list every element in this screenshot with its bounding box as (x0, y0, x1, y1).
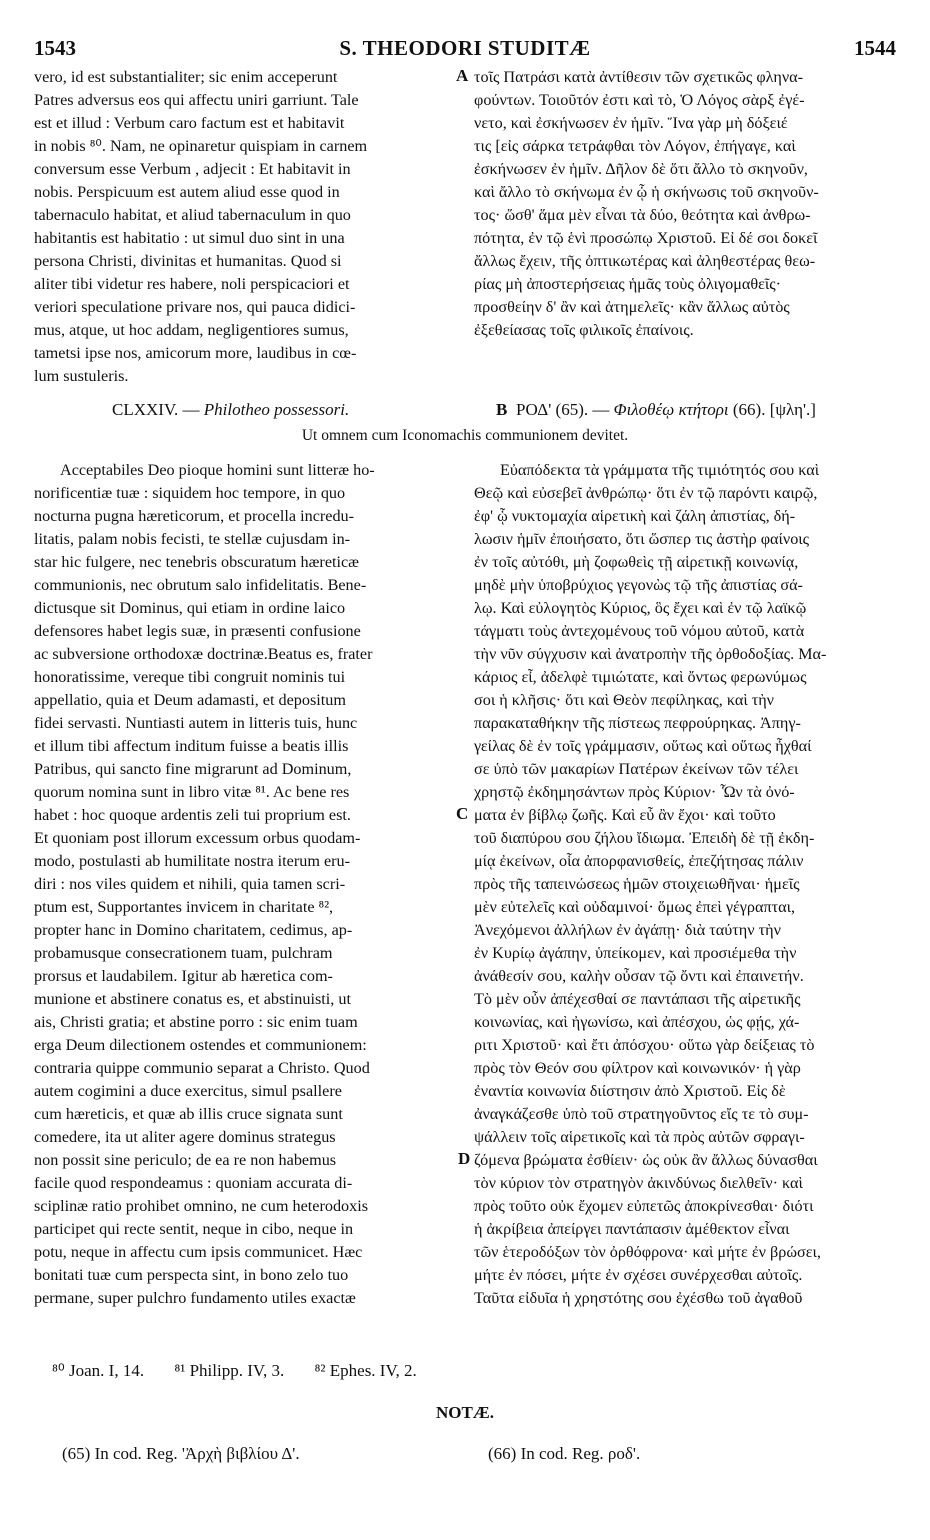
text-line: nocturna pugna hæreticorum, et procella incredu- (34, 507, 355, 525)
text-line: ac subversione orthodoxæ doctrinæ.Beatus es, frater (34, 645, 373, 663)
text-line: ἐξεθείασας τοῖς φιλικοῖς ἐπαίνοις. (474, 321, 694, 339)
text-line: ματα ἐν βίβλῳ ζωῆς. Καὶ εὖ ἂν ἔχοι· καὶ τοῦτο (474, 806, 776, 824)
text-line: fidei servasti. Nuntiasti autem in litteris tuis, hunc (34, 714, 358, 732)
text-line: cum hæreticis, et quæ ab illis cruce signata sunt (34, 1105, 343, 1123)
text-line: ἐν τοῖς αὐτόθι, μὴ ζοφωθεὶς τῇ αἱρετικῇ κοινωνίᾳ, (474, 553, 799, 571)
text-line: τάγματι τοὺς ἀντεχομένους τοῦ νόμου αὐτοῦ, κατὰ (474, 622, 805, 640)
margin-letter-c: C (456, 804, 469, 823)
text-line: Et quoniam post illorum excessum orbus quodam- (34, 829, 361, 847)
text-line: παρακαταθήκην τῆς πίστεως πεφρούρηκας. Ἀπηγ- (474, 714, 801, 732)
text-line: autem cogimini a duce exercitus, simul psallere (34, 1082, 342, 1100)
text-line: ἄλλως ἔχειν, τῆς ὀπτικωτέρας καὶ ἀληθεστέρας θεω- (474, 252, 816, 270)
text-line: probamusque consecrationem tuam, pulchram (34, 944, 333, 962)
editorial-note: (65) In cod. Reg. 'Ἀρχὴ βιβλίου Δ'. (62, 1444, 300, 1463)
footnote: ⁸² Ephes. IV, 2. (314, 1361, 417, 1380)
text-line: ἐναντία κοινωνία διίστησιν ἀπὸ Χριστοῦ. Εἰς δὲ (474, 1082, 786, 1100)
margin-letter-b: B (496, 400, 508, 419)
text-line: aliter tibi videtur res habere, noli perspicaciori et (34, 275, 350, 293)
margin-letter-a: A (456, 66, 469, 85)
text-line: ptum est, Supportantes invicem in charitate ⁸², (34, 898, 334, 916)
latin-column-top (34, 66, 452, 388)
text-line: contraria quippe communio separat a Christo. Quod (34, 1059, 370, 1077)
text-line: τοῦ διαπύρου σου ζήλου ἴδιωμα. Ἐπειδὴ δὲ τῇ ἐκδη- (474, 829, 815, 847)
text-line: appellatio, quia et Deum adamasti, et depositum (34, 691, 346, 709)
text-line: κοινωνίας, καὶ ἠγωνίσω, καὶ ἀπέσχου, ὡς φῄς, χά- (474, 1013, 800, 1031)
text-line: ἐφ' ᾧ νυκτομαχία αἱρετικὴ καὶ ζάλη ἀπιστίας, δή- (474, 507, 796, 525)
text-line: norificentiæ tuæ : siquidem hoc tempore, in quo (34, 484, 346, 502)
text-line: Ταῦτα εἰδυῖα ἡ χρηστότης σου ἐχέσθω τοῦ ἀγαθοῦ (474, 1289, 803, 1307)
letter-recipient-greek: Φιλοθέῳ κτήτορι (613, 400, 729, 419)
text-line: τῶν ἑτεροδόξων τὸν ὀρθόφρονα· καὶ μήτε ἐν βρώσει, (474, 1243, 821, 1261)
text-line: καὶ ἄλλο τὸ σκήνωμα ἐν ᾧ ἡ σκήνωσις τοῦ σκηνοῦν- (474, 183, 819, 201)
text-line: ζόμενα βρώματα ἐσθίειν· ὡς οὐκ ἂν ἄλλως δύνασθαι (474, 1151, 818, 1169)
text-line: πρὸς τῆς ταπεινώσεως ἡμῶν στοιχειωθῆναι· ἡμεῖς (474, 875, 800, 893)
greek-column-top (474, 66, 894, 342)
text-line: comedere, ita ut aliter agere dominus strategus (34, 1128, 336, 1146)
running-title: S. THEODORI STUDITÆ (339, 36, 591, 60)
text-line: potu, neque in affectu cum ipsis communicet. Hæc (34, 1243, 363, 1261)
text-line: communionis, nec obrutum salo infidelitatis. Bene- (34, 576, 367, 594)
text-line: persona Christi, divinitas et humanitas. Quod si (34, 252, 342, 270)
text-line: ἐσκήνωσεν ἐν ἡμῖν. Δῆλον δὲ ὅτι ἄλλο τὸ σκηνοῦν, (474, 160, 808, 178)
text-line: nobis. Perspicuum est autem aliud esse quod in (34, 183, 340, 201)
text-line: τοῖς Πατράσι κατὰ ἀντίθεσιν τῶν σχετικῶς φληνα- (474, 68, 804, 86)
text-line: dictusque sit Dominus, qui etiam in ordine laico (34, 599, 346, 617)
text-line: quorum nomina sunt in libro vitæ ⁸¹. Ac bene res (34, 783, 350, 801)
text-line: participet qui recte sentit, neque in cibo, neque in (34, 1220, 354, 1238)
text-line: bonitati tuæ cum perspecta sint, in bono zelo tuo (34, 1266, 349, 1284)
text-line: Ἀνεχόμενοι ἀλλήλων ἐν ἀγάπῃ· διὰ ταύτην τὴν (474, 921, 781, 939)
text-line: non possit sine periculo; de ea re non habemus (34, 1151, 337, 1169)
letter-number: CLXXIV. — (112, 400, 200, 419)
text-line: Εὐαπόδεκτα τὰ γράμματα τῆς τιμιότητός σου καὶ (500, 461, 820, 479)
text-line: πρὸς τὸν Θεόν σου φίλτρον καὶ κοινωνικόν· ἡ γὰρ (474, 1059, 801, 1077)
text-line: lum sustuleris. (34, 367, 129, 385)
text-line: mus, atque, ut hoc addam, negligentiores sumus, (34, 321, 349, 339)
text-line: τις [εἰς σάρκα τετράφθαι τὸν Λόγον, ἐπήγαγε, καὶ (474, 137, 796, 155)
text-line: tabernaculo habitat, et aliud tabernaculum in quo (34, 206, 351, 224)
footnotes (52, 1361, 443, 1381)
text-line: γείλας δὲ ἐν τοῖς γράμμασιν, οὕτως καὶ οὕτως ἦχθαί (474, 737, 812, 755)
running-header (34, 36, 896, 62)
text-line: ριτι Χριστοῦ· καὶ ἔτι ἀπόσχου· οὕτω γὰρ δείξειας τὸ (474, 1036, 815, 1054)
text-line: star hic fulgere, nec tenebris obscuratum hæreticæ (34, 553, 359, 571)
text-line: vero, id est substantialiter; sic enim acceperunt (34, 68, 338, 86)
text-line: prorsus et laudabilem. Igitur ab hæretica com- (34, 967, 333, 985)
text-line: Acceptabiles Deo pioque homini sunt litteræ ho- (60, 461, 375, 479)
text-line: in nobis ⁸⁰. Nam, ne opinaretur quispiam in carnem (34, 137, 368, 155)
text-line: νετο, καὶ ἐσκήνωσεν ἐν ἡμῖν. Ἵνα γὰρ μὴ δόξειέ (474, 114, 788, 132)
text-line: et illum tibi affectum inditum fuisse a beatis illis (34, 737, 349, 755)
text-line: προσθείην δ' ἂν καὶ ἀτημελεῖς· κἂν ἄλλως αὐτὸς (474, 298, 790, 316)
text-line: erga Deum dilectionem ostendes et communionem: (34, 1036, 367, 1054)
text-line: sciplinæ ratio prohibet omnino, ne cum heterodoxis (34, 1197, 369, 1215)
letter-recipient: Philotheo possessori. (203, 400, 350, 419)
text-line: ais, Christi gratia; et abstine porro : sic enim tuam (34, 1013, 358, 1031)
text-line: ἡ ἀκρίβεια ἀπείργει παντάπασιν ἀμέθεκτον εἶναι (474, 1220, 790, 1238)
latin-column-main (34, 459, 452, 1310)
page-number-left: 1543 (34, 36, 76, 60)
letter-subtitle: Ut omnem cum Iconomachis communionem devitet. (301, 427, 629, 444)
text-line: τὸν κύριον τὸν στρατηγὸν ἀκινδύνως διελθεῖν· καὶ (474, 1174, 803, 1192)
text-line: ρίας μὴ ἀποστερήσειας ἡμᾶς τοὺς ὀλιγομαθεῖς· (474, 275, 782, 293)
letter-heading-greek (516, 400, 816, 420)
text-line: Θεῷ καὶ εὐσεβεῖ ἀνθρώπῳ· ὅτι ἐν τῷ παρόντι καιρῷ, (474, 484, 818, 502)
text-line: Patres adversus eos qui affectu uniri garriunt. Tale (34, 91, 359, 109)
text-line: propter hanc in Domino charitatem, cedimus, ap- (34, 921, 353, 939)
text-line: μὲν εὐτελεῖς καὶ οὐδαμινοί· ὅμως ἐπεὶ γέγραπται, (474, 898, 796, 916)
text-line: ἐν Κυρίῳ ἀγάπην, ὑπείκομεν, καὶ προσιέμεθα τὴν (474, 944, 797, 962)
text-line: litatis, palam nobis fecisti, te stellæ cujusdam in- (34, 530, 351, 548)
text-line: σε ὑπὸ τῶν μακαρίων Πατέρων ἐκείνων τῶν τέλει (474, 760, 799, 778)
text-line: modo, postulasti ab humilitate nostra iterum eru- (34, 852, 351, 870)
letter-heading-latin (112, 400, 349, 420)
text-line: est et illud : Verbum caro factum est et habitavit (34, 114, 345, 132)
text-line: λῳ. Καὶ εὐλογητὸς Κύριος, ὃς ἔχει καὶ ἐν τῷ λαϊκῷ (474, 599, 807, 617)
text-line: munione et abstinere conatus es, et abstinuisti, ut (34, 990, 351, 1008)
margin-letter-d: D (458, 1149, 471, 1168)
text-line: μηδὲ μὴν ὑποβρύχιος γεγονὼς τῷ τῆς ἀπιστίας σά- (474, 576, 803, 594)
footnote: ⁸⁰ Joan. I, 14. (52, 1361, 145, 1380)
text-line: facile quod respondeamus : quoniam accurata di- (34, 1174, 353, 1192)
text-line: defensores habet legis suæ, in præsenti confusione (34, 622, 361, 640)
editorial-note: (66) In cod. Reg. ροδ'. (488, 1444, 641, 1463)
page-number-right: 1544 (854, 36, 896, 60)
text-line: diri : nos viles quidem et nihili, quia tamen scri- (34, 875, 346, 893)
text-line: habet : hoc quoque ardentis zeli tui proprium est. (34, 806, 351, 824)
text-line: veriori speculatione privare nos, qui pauca didici- (34, 298, 356, 316)
text-line: permane, super pulchro fundamento utiles exactæ (34, 1289, 356, 1307)
text-line: φούντων. Τοιοῦτόν ἐστι καὶ τὸ, Ὁ Λόγος σὰρξ ἐγέ- (474, 91, 805, 109)
footnote: ⁸¹ Philipp. IV, 3. (174, 1361, 285, 1380)
letter-number-greek: ΡΟΔ' (65). — (516, 400, 610, 419)
text-line: tametsi ipse nos, amicorum more, laudibus in cœ- (34, 344, 357, 362)
greek-column-main (474, 459, 894, 1310)
text-line: χρηστῷ ἐκδημησάντων πρὸς Κύριον· Ὧν τὰ ὀνό- (474, 783, 795, 801)
text-line: conversum esse Verbum , adjecit : Et habitavit in (34, 160, 351, 178)
text-line: ἀνάθεσίν σου, καλὴν οὖσαν τῷ ὄντι καὶ ἐπαινετήν. (474, 967, 804, 985)
text-line: Τὸ μὲν οὖν ἀπέχεσθαί σε παντάπασι τῆς αἱρετικῆς (474, 990, 801, 1008)
text-line: honoratissime, vereque tibi congruit nominis tui (34, 668, 346, 686)
text-line: Patribus, qui sancto fine migrarunt ad Dominum, (34, 760, 352, 778)
letter-ref-greek: (66). [ψλη'.] (732, 400, 816, 419)
text-line: τὴν νῦν σύγχυσιν καὶ ἀνατροπὴν τῆς ὀρθοδοξίας. Μα- (474, 645, 827, 663)
text-line: ψάλλειν τοῖς αἱρετικοῖς καὶ τὰ πρὸς αὐτῶν σφραγι- (474, 1128, 805, 1146)
text-line: τος· ὥσθ' ἅμα μὲν εἶναι τὰ δύο, θεότητα καὶ ἀνθρω- (474, 206, 811, 224)
notae-heading: NOTÆ. (435, 1403, 495, 1422)
text-line: habitantis est habitatio : ut simul duo sint in una (34, 229, 345, 247)
text-line: πρὸς τοῦτο οὐκ ἔχομεν εὐπετῶς ἀποκρίνεσθαι· διότι (474, 1197, 814, 1215)
text-line: πότητα, ἐν τῷ ἑνὶ προσώπῳ Χριστοῦ. Εἰ δέ σοι δοκεῖ (474, 229, 818, 247)
text-line: σοι ἡ κλῆσις· ὅτι καὶ Θεὸν πεφίληκας, καὶ τὴν (474, 691, 775, 709)
text-line: μίᾳ ἐκείνων, οἷα ἀπορφανισθείς, ἐπεζήτησας πάλιν (474, 852, 804, 870)
text-line: μήτε ἐν πόσει, μήτε ἐν σχέσει συνέρχεσθαι αὐτοῖς. (474, 1266, 803, 1284)
text-line: ἀναγκάζεσθε ὑπὸ τοῦ στρατηγοῦντος εἴς τε τὸ συμ- (474, 1105, 809, 1123)
text-line: κάριος εἶ, ἀδελφὲ τιμιώτατε, καὶ ὄντως φερωνύμως (474, 668, 807, 686)
text-line: λωσιν ἡμῖν ἐποιήσατο, ὅτι ὥσπερ τις ἀστὴρ φαίνοις (474, 530, 810, 548)
